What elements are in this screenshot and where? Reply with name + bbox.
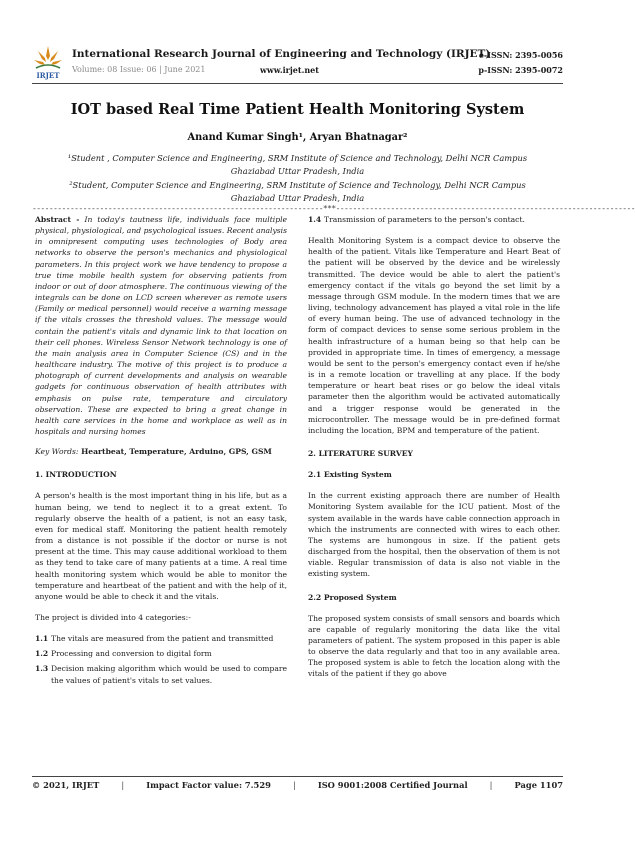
proposed-system-heading: 2.2 Proposed System bbox=[308, 592, 397, 602]
header-rule bbox=[32, 83, 563, 84]
website-link[interactable]: www.irjet.net bbox=[260, 65, 319, 75]
authors: Anand Kumar Singh¹, Aryan Bhatnagar² bbox=[187, 132, 408, 143]
list-item bbox=[35, 663, 287, 685]
existing-system-text: In the current existing approach there are number of Health Monitoring System available for the ICU patient. Most of the system available in the wards have cable connection approach in which the instruments are connected with wires to each other. The systems are humongous in size. If the patient gets discharged from the hospital, then the observation of them is not viable. Regular transmission of data is also not viable in the existing system. bbox=[308, 491, 560, 579]
proposed-system-text: The proposed system consists of small sensors and boards which are capable of regularly monitoring the data like the vital parameters of patient. The system proposed in this paper is able to observe the data regularly and that too in any available area. The proposed system is able to fetch the location along with the vitals of the patient if they go above bbox=[308, 613, 560, 679]
affiliation-2: ²Student, Computer Science and Engineering, SRM Institute of Science and Technology, Delhi NCR Campus Ghaziabad Uttar Pradesh, India bbox=[69, 180, 526, 203]
logo-text: IRJET bbox=[36, 71, 60, 80]
intro-paragraph: A person's health is the most important thing in his life, but as a human being, we tend to neglect it to a great extent. To regularly observe the health of a patient, is not an easy task, even for medical staff. Monitoring the patient health remotely from a distance is not possible if the doctor or nurse is not present at the time. This may cause additional workload to them as they tend to take care of many patients at a time. A real time health monitoring system which would be able to monitor the temperature and heartbeat of the patient and with the help of it, anyone would be able to check it and the vitals. bbox=[35, 491, 287, 601]
irjet-logo bbox=[32, 44, 64, 80]
list-item bbox=[308, 214, 560, 225]
footer-divider: | bbox=[121, 780, 125, 790]
section-separator: ---------------------------------------------------------------------***----------------------------------------------------------------------- bbox=[32, 204, 635, 213]
system-description: Health Monitoring System is a compact device to observe the health of the patient. Vitals like Temperature and Heart Beat of the patient will be observed by the device and be wirelessly transmitted. The device would be able to alert the patient's emergency contact if the vitals go beyond the set limit by a message through GSM module. In the modern times that we are living, technology advancement has played a vital role in the life of every human being. The use of advanced technology in the form of compact devices to sense some serious problem in the health infrastructure of a human being so that help can be provided in appropriate time. In times of emergency, a message would be sent to the person's emergency contact even if he/she is in a remote location or travelling at any place. If the body temperature or heart beat rises or go below the ideal vitals parameter then the algorithm would be activated automatically and a trigger response would be generated in the microcontroller. The message would be in pre-defined format including the location, BPM and temperature of the patient. bbox=[308, 236, 560, 435]
keywords-list: Heartbeat, Temperature, Arduino, GPS, GSM bbox=[78, 447, 272, 457]
intro-heading: 1. INTRODUCTION bbox=[35, 470, 117, 480]
copyright: © 2021, IRJET bbox=[32, 780, 100, 790]
footer-divider: | bbox=[292, 780, 296, 790]
list-item-number: 1.3 bbox=[35, 664, 49, 674]
page-number: Page 1107 bbox=[514, 780, 563, 790]
list-item-text: Processing and conversion to digital form bbox=[51, 649, 212, 659]
keywords bbox=[35, 446, 287, 457]
affiliation-1: ¹Student , Computer Science and Engineering, SRM Institute of Science and Technology, Delhi NCR Campus Ghaziabad Uttar Pradesh, India bbox=[67, 153, 528, 176]
abstract-label: Abstract - bbox=[35, 215, 80, 224]
list-item-text: The vitals are measured from the patient and transmitted bbox=[51, 634, 274, 644]
paper-title: IOT based Real Time Patient Health Monitoring System bbox=[70, 101, 525, 118]
abstract bbox=[35, 214, 287, 437]
existing-system-heading: 2.1 Existing System bbox=[308, 470, 392, 480]
list-item-text: Transmission of parameters to the person's contact. bbox=[324, 215, 525, 224]
p-issn: p-ISSN: 2395-0072 bbox=[478, 65, 563, 75]
footer-divider: | bbox=[489, 780, 493, 790]
categories-intro: The project is divided into 4 categories:- bbox=[35, 613, 191, 622]
impact-factor: Impact Factor value: 7.529 bbox=[146, 780, 271, 790]
list-item bbox=[35, 633, 287, 644]
abstract-text: In today's tautness life, individuals face multiple physical, physiological, and psychological issues. Recent analysis in omnipresent computing uses technologies of Body area networks to observe the person's mechanics and physiological parameters. In this project work we have tendency to propose a true time mobile health system for observing patients from indoor or out of door atmosphere. The continuous viewing of the integrals can be done on LCD screen wherever as remote users (Family or medical personnel) would receive a warning message if the vitals crosses the threshold values. The message would contain the patient's vitals and dynamic link to that location on their cell phones. Wireless Sensor Network technology is one of the main analysis area in Computer Science (CS) and in the healthcare industry. The motive of this project is to produce a photograph of current developments and analysis on wearable gadgets for continuous observation of health attributes with emphasis on pulse rate, temperature and circulatory observation. These are expected to bring a great change in health care services in the home and workplace as well as in hospitals and nursing homes bbox=[35, 215, 287, 436]
e-issn: e-ISSN: 2395-0056 bbox=[478, 50, 563, 60]
iso-certification: ISO 9001:2008 Certified Journal bbox=[317, 780, 468, 790]
journal-header bbox=[32, 44, 563, 84]
page-footer bbox=[32, 780, 563, 790]
volume-issue: Volume: 08 Issue: 06 | June 2021 bbox=[72, 65, 206, 74]
footer-rule bbox=[32, 776, 563, 777]
list-item-number: 1.2 bbox=[35, 649, 49, 659]
journal-title: International Research Journal of Engineering and Technology (IRJET) bbox=[72, 48, 491, 60]
list-item bbox=[35, 648, 287, 659]
list-item-number: 1.1 bbox=[35, 634, 49, 644]
left-column bbox=[35, 214, 287, 690]
literature-heading: 2. LITERATURE SURVEY bbox=[308, 448, 413, 458]
keywords-label: Key Words: bbox=[35, 447, 79, 457]
list-item-text: Decision making algorithm which would be used to compare the values of patient's vitals to set values. bbox=[51, 664, 287, 685]
right-column bbox=[308, 214, 560, 680]
list-item-number: 1.4 bbox=[308, 215, 322, 224]
